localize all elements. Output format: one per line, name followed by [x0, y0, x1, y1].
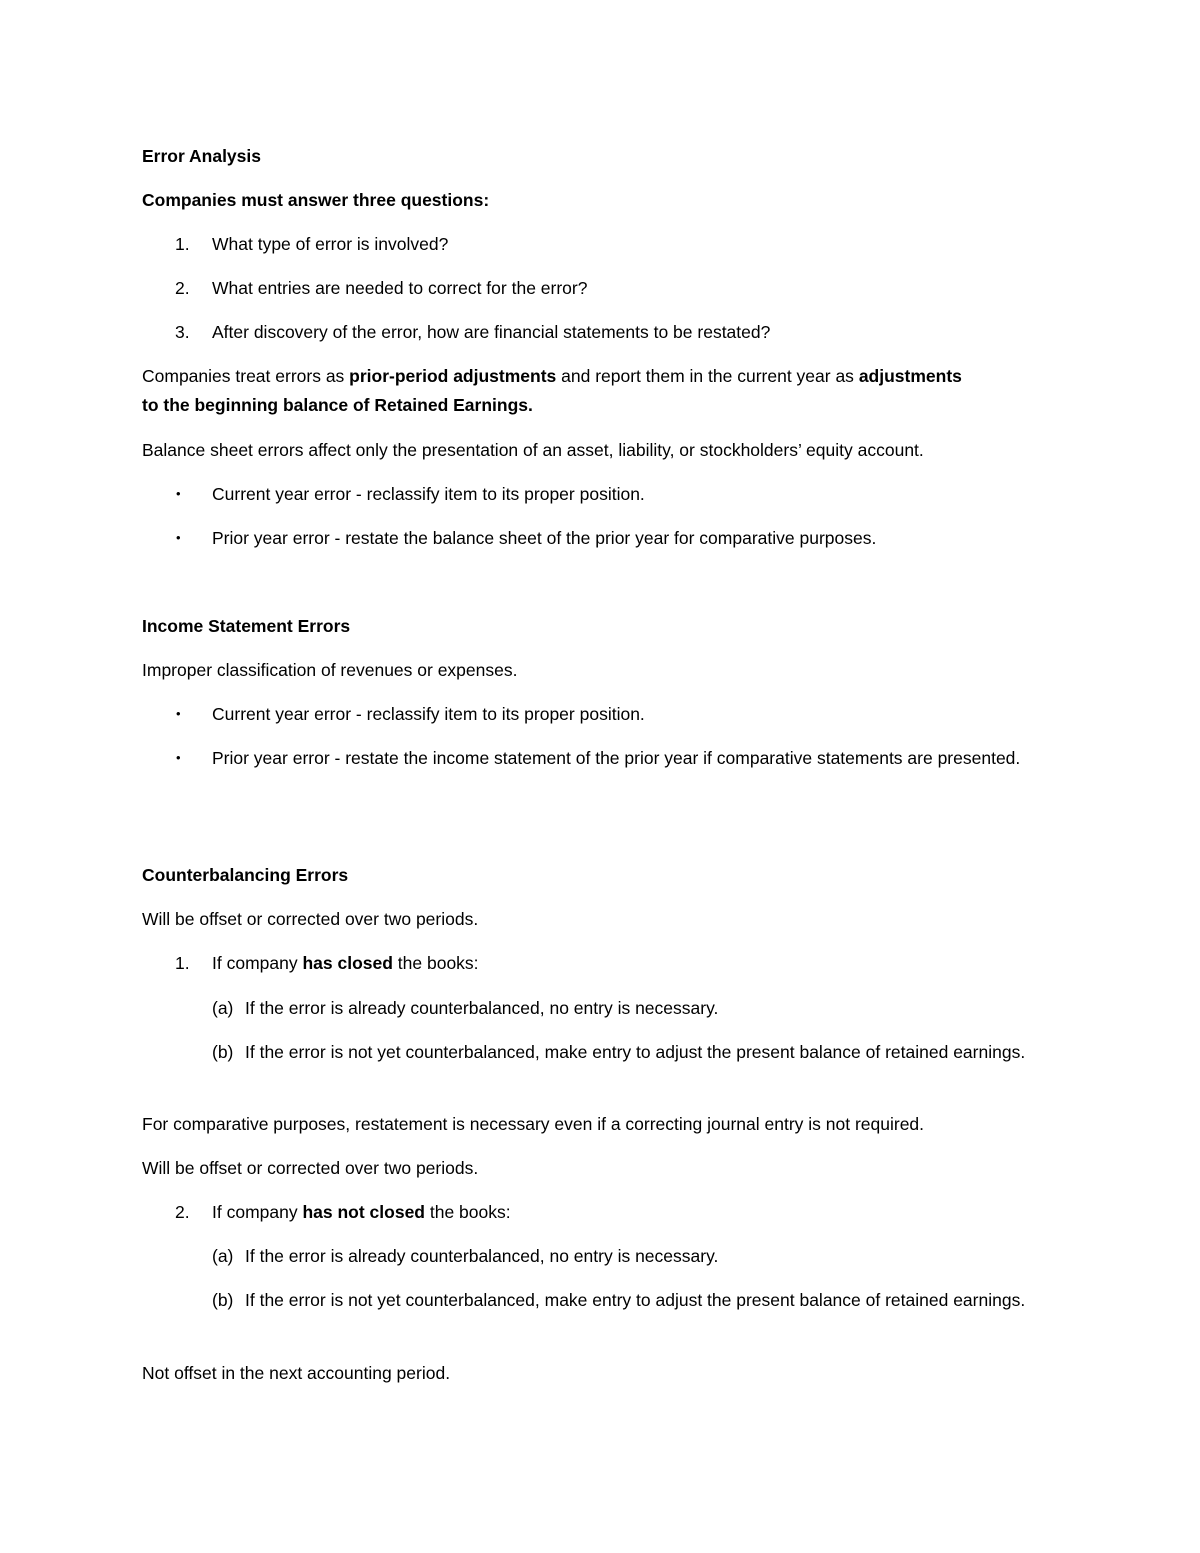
list-number: 1. — [175, 953, 190, 973]
closing-paragraph: Not offset in the next accounting period. — [142, 1363, 451, 1383]
bullet-icon: • — [176, 706, 181, 721]
bullet-text: Prior year error - restate the income statement of the prior year if comparative statements are presented. — [212, 748, 1021, 768]
text-run: the books: — [425, 1202, 511, 1222]
list-item-text: After discovery of the error, how are financial statements to be restated? — [212, 322, 771, 342]
sub-item-text: If the error is not yet counterbalanced, make entry to adjust the present balance of retained earnings. — [245, 1042, 1026, 1062]
section-title-error-analysis: Error Analysis — [142, 146, 261, 166]
sub-item-text: If the error is not yet counterbalanced, make entry to adjust the present balance of retained earnings. — [245, 1290, 1026, 1310]
bullet-text: Current year error - reclassify item to its proper position. — [212, 704, 645, 724]
comparative-paragraph: For comparative purposes, restatement is necessary even if a correcting journal entry is not required. — [142, 1114, 925, 1134]
bullet-text: Current year error - reclassify item to its proper position. — [212, 484, 645, 504]
text-run: If company — [212, 1202, 303, 1222]
list-item-text: What entries are needed to correct for the error? — [212, 278, 588, 298]
list-item-text: What type of error is involved? — [212, 234, 449, 254]
bullet-icon: • — [176, 530, 181, 545]
counterbalancing-intro-2: Will be offset or corrected over two periods. — [142, 1158, 479, 1178]
bullet-text: Prior year error - restate the balance sheet of the prior year for comparative purposes. — [212, 528, 877, 548]
section-title-counterbalancing-errors: Counterbalancing Errors — [142, 865, 349, 885]
list-number: 2. — [175, 1202, 190, 1222]
bold-term: prior-period adjustments — [349, 366, 557, 386]
sub-item-label: (a) — [212, 998, 234, 1018]
text-run: and report them in the current year as — [556, 366, 859, 386]
questions-intro: Companies must answer three questions: — [142, 190, 490, 210]
income-intro: Improper classification of revenues or expenses. — [142, 660, 518, 680]
treat-paragraph-line1 — [142, 364, 962, 388]
text-run: the books: — [392, 953, 479, 973]
treat-paragraph-line2: to the beginning balance of Retained Earnings. — [142, 395, 533, 415]
sub-item-label: (a) — [212, 1246, 234, 1266]
sub-item-label: (b) — [212, 1290, 234, 1310]
list-number: 2. — [175, 278, 190, 298]
list-item-text — [212, 951, 479, 975]
text-run: Companies treat errors as — [142, 366, 350, 386]
counterbalancing-intro: Will be offset or corrected over two periods. — [142, 909, 479, 929]
sub-item-text: If the error is already counterbalanced, no entry is necessary. — [245, 998, 719, 1018]
balance-sheet-paragraph: Balance sheet errors affect only the presentation of an asset, liability, or stockholders’ equity account. — [142, 440, 924, 460]
bullet-icon: • — [176, 750, 181, 765]
bold-term: has not closed — [302, 1202, 425, 1222]
list-number: 3. — [175, 322, 190, 342]
list-number: 1. — [175, 234, 190, 254]
text-run: If company — [212, 953, 303, 973]
list-item-text — [212, 1200, 511, 1224]
bold-term: adjustments — [858, 366, 962, 386]
sub-item-label: (b) — [212, 1042, 234, 1062]
bullet-icon: • — [176, 486, 181, 501]
section-title-income-statement-errors: Income Statement Errors — [142, 616, 351, 636]
bold-term: has closed — [302, 953, 393, 973]
sub-item-text: If the error is already counterbalanced, no entry is necessary. — [245, 1246, 719, 1266]
